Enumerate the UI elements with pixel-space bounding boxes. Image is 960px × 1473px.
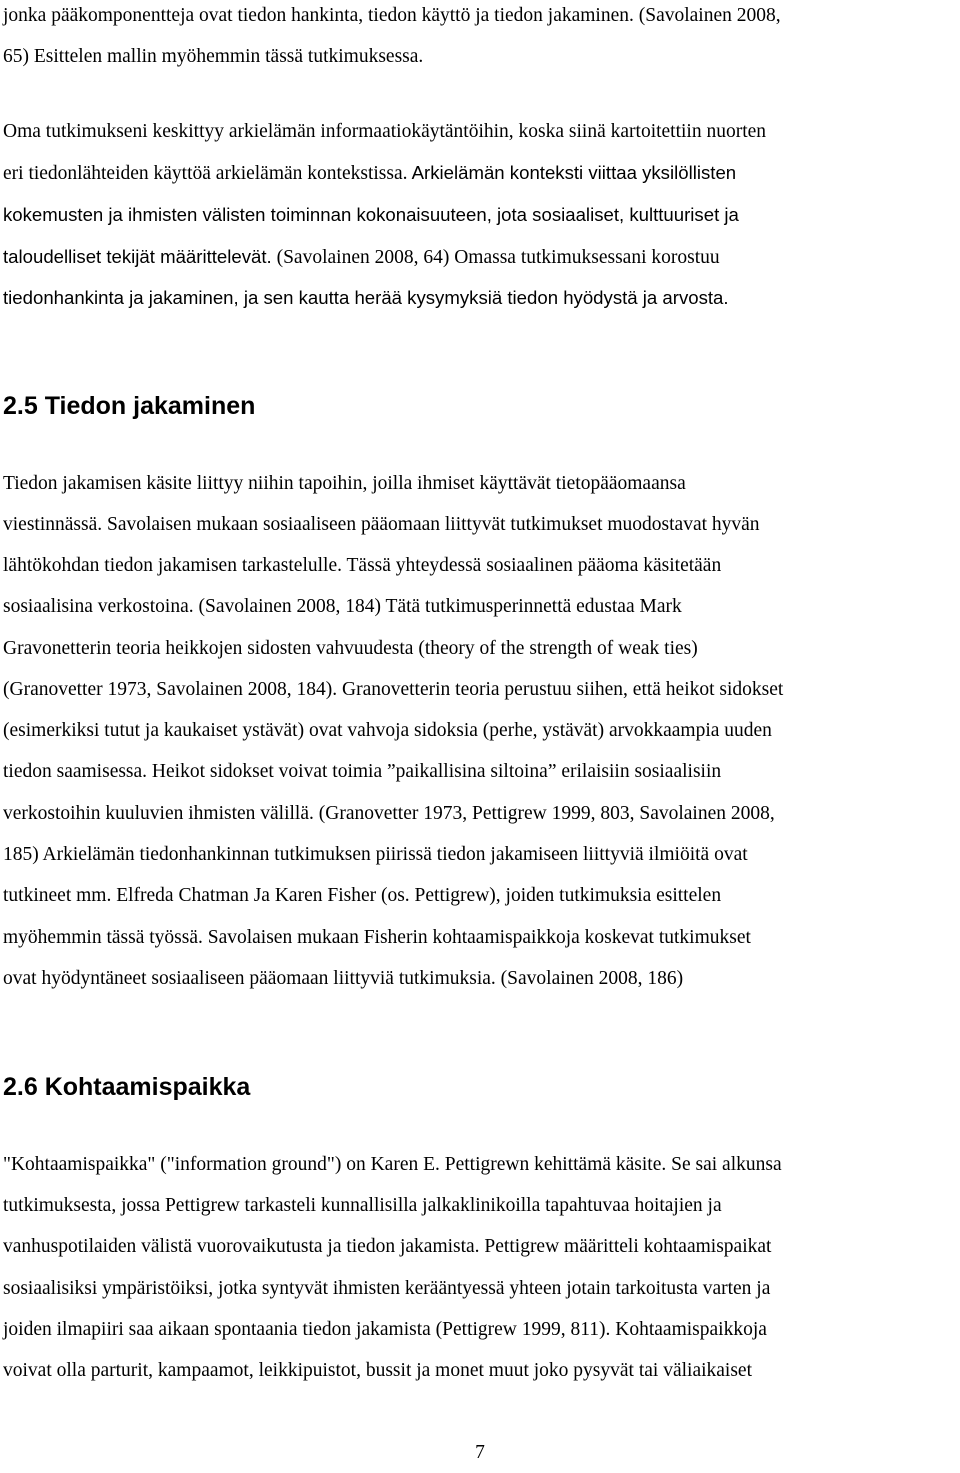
body-text-line: Oma tutkimukseni keskittyy arkielämän informaatiokäytäntöihin, koska siinä kartoitettiin nuorten [3,121,767,142]
body-text-line: tiedonhankinta ja jakaminen, ja sen kautta herää kysymyksiä tiedon hyödystä ja arvosta. [3,287,729,308]
body-text-line: (Granovetter 1973, Savolainen 2008, 184). Granovetterin teoria perustuu siihen, että heikot sidokset [3,679,784,700]
section-heading: 2.6 Kohtaamispaikka [3,1073,251,1101]
body-text-line: verkostoihin kuuluvien ihmisten välillä. (Granovetter 1973, Pettigrew 1999, 803, Savolainen 2008, [3,803,775,824]
body-text-line: 185) Arkielämän tiedonhankinnan tutkimuksen piirissä tiedon jakamiseen liittyviä ilmiöitä ovat [3,844,748,865]
body-text-line: 65) Esittelen mallin myöhemmin tässä tutkimuksessa. [3,46,424,67]
body-text-line: vanhuspotilaiden välistä vuorovaikutusta ja tiedon jakamista. Pettigrew määritteli kohtaamispaikat [3,1236,772,1257]
body-text-line: joiden ilmapiiri saa aikaan spontaania tiedon jakamista (Pettigrew 1999, 811). Kohtaamispaikkoja [3,1319,767,1340]
body-text-line [3,161,736,186]
section-heading: 2.5 Tiedon jakaminen [3,392,256,420]
body-text-line [3,245,720,270]
body-text-line: voivat olla parturit, kampaamot, leikkipuistot, bussit ja monet muut joko pysyvät tai väliaikaiset [3,1360,752,1381]
body-text-line: tutkimuksesta, jossa Pettigrew tarkasteli kunnallisilla jalkaklinikoilla tapahtuvaa hoitajien ja [3,1195,722,1216]
body-text-segment: taloudelliset tekijät määrittelevät. [3,246,272,267]
body-text-line: jonka pääkomponentteja ovat tiedon hankinta, tiedon käyttö ja tiedon jakaminen. (Savolainen 2008, [3,5,781,26]
body-text-line: myöhemmin tässä työssä. Savolaisen mukaan Fisherin kohtaamispaikkoja koskevat tutkimukset [3,927,751,948]
body-text-segment: (Savolainen 2008, 64) Omassa tutkimuksessani korostuu [271,247,720,268]
body-text-line: sosiaalisiksi ympäristöiksi, jotka syntyvät ihmisten kerääntyessä yhteen jotain tarkoitusta varten ja [3,1278,771,1299]
body-text-line: Tiedon jakamisen käsite liittyy niihin tapoihin, joilla ihmiset käyttävät tietopääomaansa [3,473,686,494]
body-text-line: viestinnässä. Savolaisen mukaan sosiaaliseen pääomaan liittyvät tutkimukset muodostavat hyvän [3,514,760,535]
body-text-line: (esimerkiksi tutut ja kaukaiset ystävät) ovat vahvoja sidoksia (perhe, ystävät) arvokkaampia uuden [3,720,772,741]
page-number: 7 [475,1442,485,1463]
body-text-line: tutkineet mm. Elfreda Chatman Ja Karen Fisher (os. Pettigrew), joiden tutkimuksia esittelen [3,885,722,906]
body-text-line: Gravonetterin teoria heikkojen sidosten vahvuudesta (theory of the strength of weak ties) [3,638,698,659]
body-text-line: tiedon saamisessa. Heikot sidokset voivat toimia ”paikallisina siltoina” erilaisiin sosiaalisiin [3,761,722,782]
body-text-line: sosiaalisina verkostoina. (Savolainen 2008, 184) Tätä tutkimusperinnettä edustaa Mark [3,596,682,617]
body-text-segment: Arkielämän konteksti viittaa yksilöllisten [407,162,737,183]
body-text-segment: eri tiedonlähteiden käyttöä arkielämän kontekstissa. [3,163,408,184]
body-text-line: lähtökohdan tiedon jakamisen tarkastelulle. Tässä yhteydessä sosiaalinen pääoma käsitetään [3,555,722,576]
body-text-line: ovat hyödyntäneet sosiaaliseen pääomaan liittyviä tutkimuksia. (Savolainen 2008, 186) [3,968,684,989]
body-text-line: "Kohtaamispaikka" ("information ground") on Karen E. Pettigrewn kehittämä käsite. Se sai alkunsa [3,1154,782,1175]
body-text-line: kokemusten ja ihmisten välisten toiminnan kokonaisuuteen, jota sosiaaliset, kulttuuriset ja [3,204,739,225]
